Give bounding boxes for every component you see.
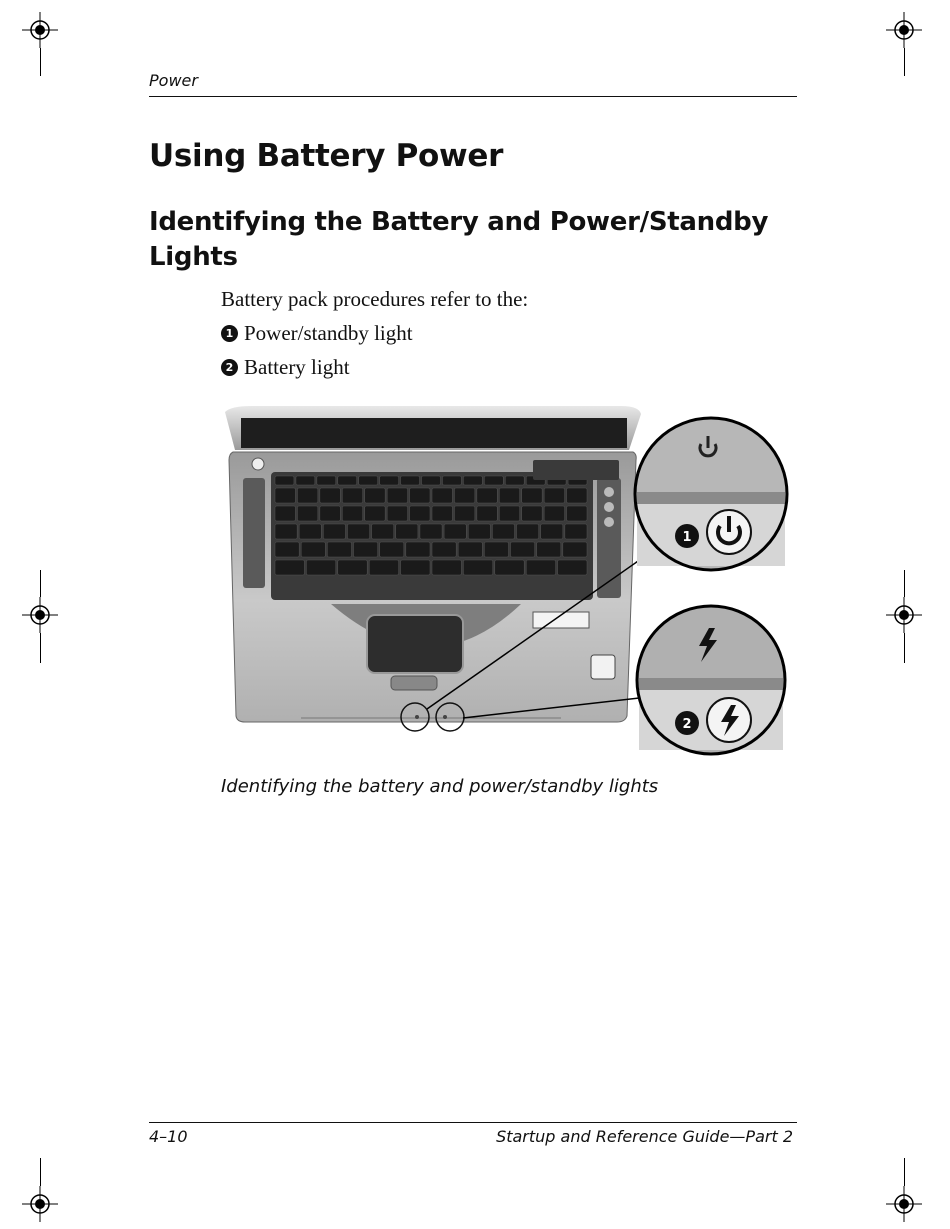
figure-caption: Identifying the battery and power/standby lights — [221, 776, 659, 797]
mute-button — [604, 517, 614, 527]
keyboard-key — [275, 476, 294, 485]
keyboard-key — [297, 506, 317, 521]
keyboard-key — [275, 524, 297, 539]
keyboard-key — [468, 524, 490, 539]
registration-mark-top-left — [22, 12, 58, 48]
power-standby-light — [415, 715, 419, 719]
intro-paragraph: Battery pack procedures refer to the: — [221, 287, 529, 311]
keyboard-key — [369, 560, 398, 575]
subsection-heading: Identifying the Battery and Power/Standby Lights — [149, 207, 769, 272]
keyboard-key — [526, 560, 555, 575]
keyboard-key — [359, 476, 378, 485]
keyboard-key — [410, 506, 430, 521]
keyboard-key — [432, 560, 461, 575]
speaker-left — [243, 478, 265, 588]
registration-mark-bottom-left — [22, 1186, 58, 1222]
callout-number: 1 — [221, 325, 238, 342]
callout-item — [221, 321, 413, 346]
logo-sticker — [591, 655, 615, 679]
keyboard-key — [463, 560, 492, 575]
keyboard-key — [544, 506, 564, 521]
laptop-figure — [221, 400, 791, 770]
keyboard-key — [522, 488, 542, 503]
callout-item — [221, 355, 350, 380]
keyboard-key — [544, 488, 564, 503]
keyboard-key — [275, 542, 299, 557]
crop-line — [40, 570, 41, 597]
keyboard-key — [365, 506, 385, 521]
keyboard-key — [297, 488, 317, 503]
keyboard-key — [432, 506, 452, 521]
keyboard-key — [396, 524, 418, 539]
keyboard-key — [422, 476, 441, 485]
keyboard-key — [387, 488, 407, 503]
header-rule — [149, 96, 797, 97]
keyboard-key — [296, 476, 315, 485]
keyboard-key — [565, 524, 587, 539]
volume-button — [604, 502, 614, 512]
battery-light — [443, 715, 447, 719]
keyboard-key — [511, 542, 535, 557]
keyboard-key — [477, 488, 497, 503]
laptop-illustration — [221, 400, 791, 770]
keyboard-key — [327, 542, 351, 557]
keyboard-key — [301, 542, 325, 557]
callout-badge-label: 1 — [682, 530, 692, 545]
keyboard-key — [401, 476, 420, 485]
crop-line — [904, 48, 905, 76]
crop-line — [904, 1158, 905, 1186]
keyboard-key — [387, 506, 407, 521]
keyboard-key — [567, 488, 587, 503]
magnified-battery-light — [637, 606, 785, 754]
crop-line — [40, 633, 41, 663]
keyboard-key — [342, 506, 362, 521]
callout-badge-label: 2 — [682, 717, 692, 732]
touchpad — [367, 615, 463, 673]
keyboard-key — [380, 542, 404, 557]
crop-line — [904, 570, 905, 597]
keyboard-key — [517, 524, 539, 539]
crop-line — [40, 1158, 41, 1186]
callout-label: Power/standby light — [244, 321, 413, 345]
keyboard-key — [275, 560, 304, 575]
keyboard-key — [567, 506, 587, 521]
screen-bezel — [241, 418, 627, 448]
keyboard-key — [323, 524, 345, 539]
keyboard-key — [401, 560, 430, 575]
keyboard-key — [275, 488, 295, 503]
touchpad-buttons — [391, 676, 437, 690]
keyboard-key — [347, 524, 369, 539]
keyboard-key — [342, 488, 362, 503]
keyboard-key — [522, 506, 542, 521]
keyboard-key — [463, 476, 482, 485]
keyboard-key — [558, 560, 587, 575]
section-heading: Using Battery Power — [149, 138, 504, 174]
keyboard-key — [365, 488, 385, 503]
keyboard-key — [275, 506, 295, 521]
keyboard-key — [372, 524, 394, 539]
keyboard-key — [317, 476, 336, 485]
keyboard-key — [354, 542, 378, 557]
magnified-power-light — [635, 418, 787, 570]
callout-label: Battery light — [244, 355, 350, 379]
footer-title: Startup and Reference Guide—Part 2 — [496, 1127, 793, 1146]
keyboard-key — [406, 542, 430, 557]
crop-line — [40, 48, 41, 76]
footer-rule — [149, 1122, 797, 1123]
keyboard-key — [432, 542, 456, 557]
callout-number: 2 — [221, 359, 238, 376]
page-number: 4–10 — [149, 1127, 188, 1146]
keyboard-key — [420, 524, 442, 539]
keyboard-key — [563, 542, 587, 557]
keyboard-key — [541, 524, 563, 539]
registration-mark-mid-left — [22, 597, 58, 633]
registration-mark-bottom-right — [886, 1186, 922, 1222]
keyboard-key — [477, 506, 497, 521]
keyboard-key — [484, 476, 503, 485]
keyboard-key — [380, 476, 399, 485]
function-key-cluster — [533, 460, 619, 480]
keyboard-key — [432, 488, 452, 503]
keyboard-key — [499, 506, 519, 521]
keyboard-key — [495, 560, 524, 575]
keyboard-key — [537, 542, 561, 557]
keyboard-key — [320, 488, 340, 503]
keyboard-key — [454, 488, 474, 503]
registration-mark-top-right — [886, 12, 922, 48]
keyboard-key — [499, 488, 519, 503]
keyboard-key — [454, 506, 474, 521]
keyboard-key — [492, 524, 514, 539]
volume-button — [604, 487, 614, 497]
keyboard-key — [410, 488, 430, 503]
registration-mark-mid-right — [886, 597, 922, 633]
keyboard-key — [306, 560, 335, 575]
keyboard-key — [338, 560, 367, 575]
keyboard-key — [458, 542, 482, 557]
keyboard-key — [484, 542, 508, 557]
keyboard-key — [320, 506, 340, 521]
keyboard-key — [442, 476, 461, 485]
keyboard-key — [299, 524, 321, 539]
crop-line — [904, 633, 905, 663]
keyboard-key — [505, 476, 524, 485]
power-button — [252, 458, 264, 470]
keyboard-key — [338, 476, 357, 485]
running-head: Power — [149, 71, 198, 90]
keyboard-key — [444, 524, 466, 539]
